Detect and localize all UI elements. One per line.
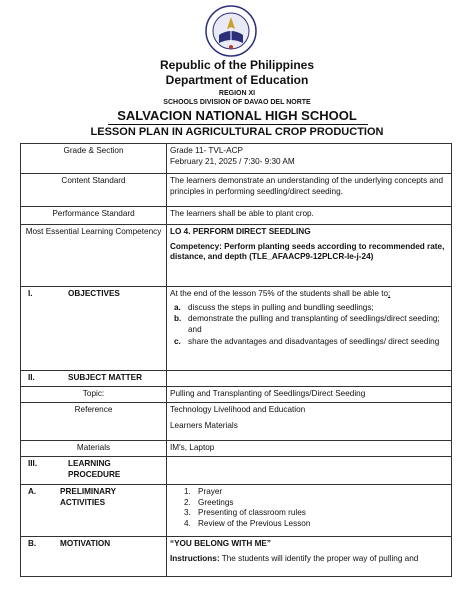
section-title: SUBJECT MATTER <box>68 373 142 382</box>
topic-value: Pulling and Transplanting of Seedlings/Direct Seeding <box>167 387 452 403</box>
preliminary-activities-value <box>167 485 452 537</box>
table-row <box>21 537 452 577</box>
lesson-plan-title: LESSON PLAN IN AGRICULTURAL CROP PRODUCTION <box>90 126 384 138</box>
list-text: Review of the Previous Lesson <box>198 518 311 528</box>
section-number: B. <box>28 539 37 548</box>
list-marker: b. <box>174 314 182 324</box>
instructions-label: Instructions: <box>170 553 220 563</box>
materials-label: Materials <box>21 441 167 457</box>
section-title: OBJECTIVES <box>68 289 120 298</box>
content-standard-value: The learners demonstrate an understanding of the underlying concepts and principles in performing seedling/direct seeding. <box>167 174 452 207</box>
school-name: SALVACION NATIONAL HIGH SCHOOL <box>117 108 357 123</box>
motivation-label <box>21 537 167 577</box>
list-text: Presenting of classroom rules <box>198 508 306 518</box>
objectives-list <box>170 303 448 348</box>
motivation-instructions <box>170 554 448 565</box>
list-marker: c. <box>174 336 181 346</box>
department-line: Department of Education <box>165 73 309 87</box>
reference-label: Reference <box>21 403 167 441</box>
table-row <box>21 287 452 371</box>
table-row <box>21 207 452 225</box>
reference-line: Learners Materials <box>170 420 238 430</box>
learning-procedure-value <box>167 457 452 485</box>
list-text: demonstrate the pulling and transplanting of seedlings/direct seeding; and <box>188 314 440 334</box>
list-marker: 4. <box>184 518 191 528</box>
section-title: LEARNING PROCEDURE <box>68 459 121 479</box>
list-item <box>184 497 448 509</box>
table-row <box>21 144 452 174</box>
list-item <box>184 518 448 530</box>
table-row <box>21 403 452 441</box>
deped-seal-icon <box>205 5 257 57</box>
instructions-text: The students will identify the proper way of pulling and <box>219 553 419 563</box>
list-item <box>174 336 448 348</box>
school-underline <box>108 124 368 125</box>
list-item <box>184 487 448 498</box>
grade-section-value <box>167 144 452 174</box>
section-title: MOTIVATION <box>60 539 111 548</box>
lo-heading: LO 4. PERFORM DIRECT SEEDLING <box>170 227 311 236</box>
preliminary-activities-label <box>21 485 167 537</box>
intro-text: At the end of the lesson 75% of the students shall be able to <box>170 289 389 298</box>
intro-end: ; <box>388 289 391 298</box>
melc-label: Most Essential Learning Competency <box>21 225 167 287</box>
table-row <box>21 485 452 537</box>
grade-section-label: Grade & Section <box>21 144 167 174</box>
motivation-value <box>167 537 452 577</box>
learning-procedure-label <box>21 457 167 485</box>
table-row <box>21 387 452 403</box>
table-row <box>21 225 452 287</box>
date-time-value: February 21, 2025 / 7:30- 9:30 AM <box>170 156 295 166</box>
performance-standard-value: The learners shall be able to plant crop. <box>167 207 452 225</box>
division-line: SCHOOLS DIVISION OF DAVAO DEL NORTE <box>163 99 311 106</box>
list-text: Prayer <box>198 487 223 496</box>
section-number: III. <box>28 459 38 468</box>
section-number: II. <box>28 373 35 382</box>
section-number: I. <box>28 289 33 298</box>
performance-standard-label: Performance Standard <box>21 207 167 225</box>
section-title: PRELIMINARY ACTIVITIES <box>60 487 116 507</box>
list-marker: 3. <box>184 508 191 518</box>
topic-label: Topic: <box>21 387 167 403</box>
list-marker: a. <box>174 302 181 312</box>
region-line: REGION XI <box>218 90 256 97</box>
motivation-title: “YOU BELONG WITH ME” <box>170 539 271 548</box>
grade-value: Grade 11- TVL-ACP <box>170 146 243 155</box>
subject-matter-label <box>21 371 167 387</box>
list-item <box>174 302 448 314</box>
republic-line: Republic of the Philippines <box>159 58 314 72</box>
competency-text: Competency: Perform planting seeds according to recommended rate, distance, and depth (TLE_AFAACP9-12PLCR-Ie-j-24) <box>170 241 445 262</box>
section-number: A. <box>28 487 37 496</box>
list-marker: 1. <box>184 487 191 496</box>
content-standard-label: Content Standard <box>21 174 167 207</box>
objectives-value <box>167 287 452 371</box>
preliminary-list <box>180 487 448 530</box>
table-row <box>21 457 452 485</box>
list-item <box>174 314 448 335</box>
objectives-label <box>21 287 167 371</box>
lesson-plan-table <box>20 143 452 577</box>
list-marker: 2. <box>184 497 191 507</box>
table-row <box>21 174 452 207</box>
table-row <box>21 441 452 457</box>
list-text: share the advantages and disadvantages of seedlings/ direct seeding <box>188 336 440 346</box>
table-row <box>21 371 452 387</box>
list-text: Greetings <box>198 497 234 507</box>
objectives-intro <box>170 289 448 300</box>
materials-value: IM's, Laptop <box>167 441 452 457</box>
reference-value <box>167 403 452 441</box>
list-item <box>184 508 448 519</box>
subject-matter-value <box>167 371 452 387</box>
list-text: discuss the steps in pulling and bundling seedlings; <box>188 302 374 312</box>
melc-value <box>167 225 452 287</box>
reference-line: Technology Livelihood and Education <box>170 405 306 414</box>
